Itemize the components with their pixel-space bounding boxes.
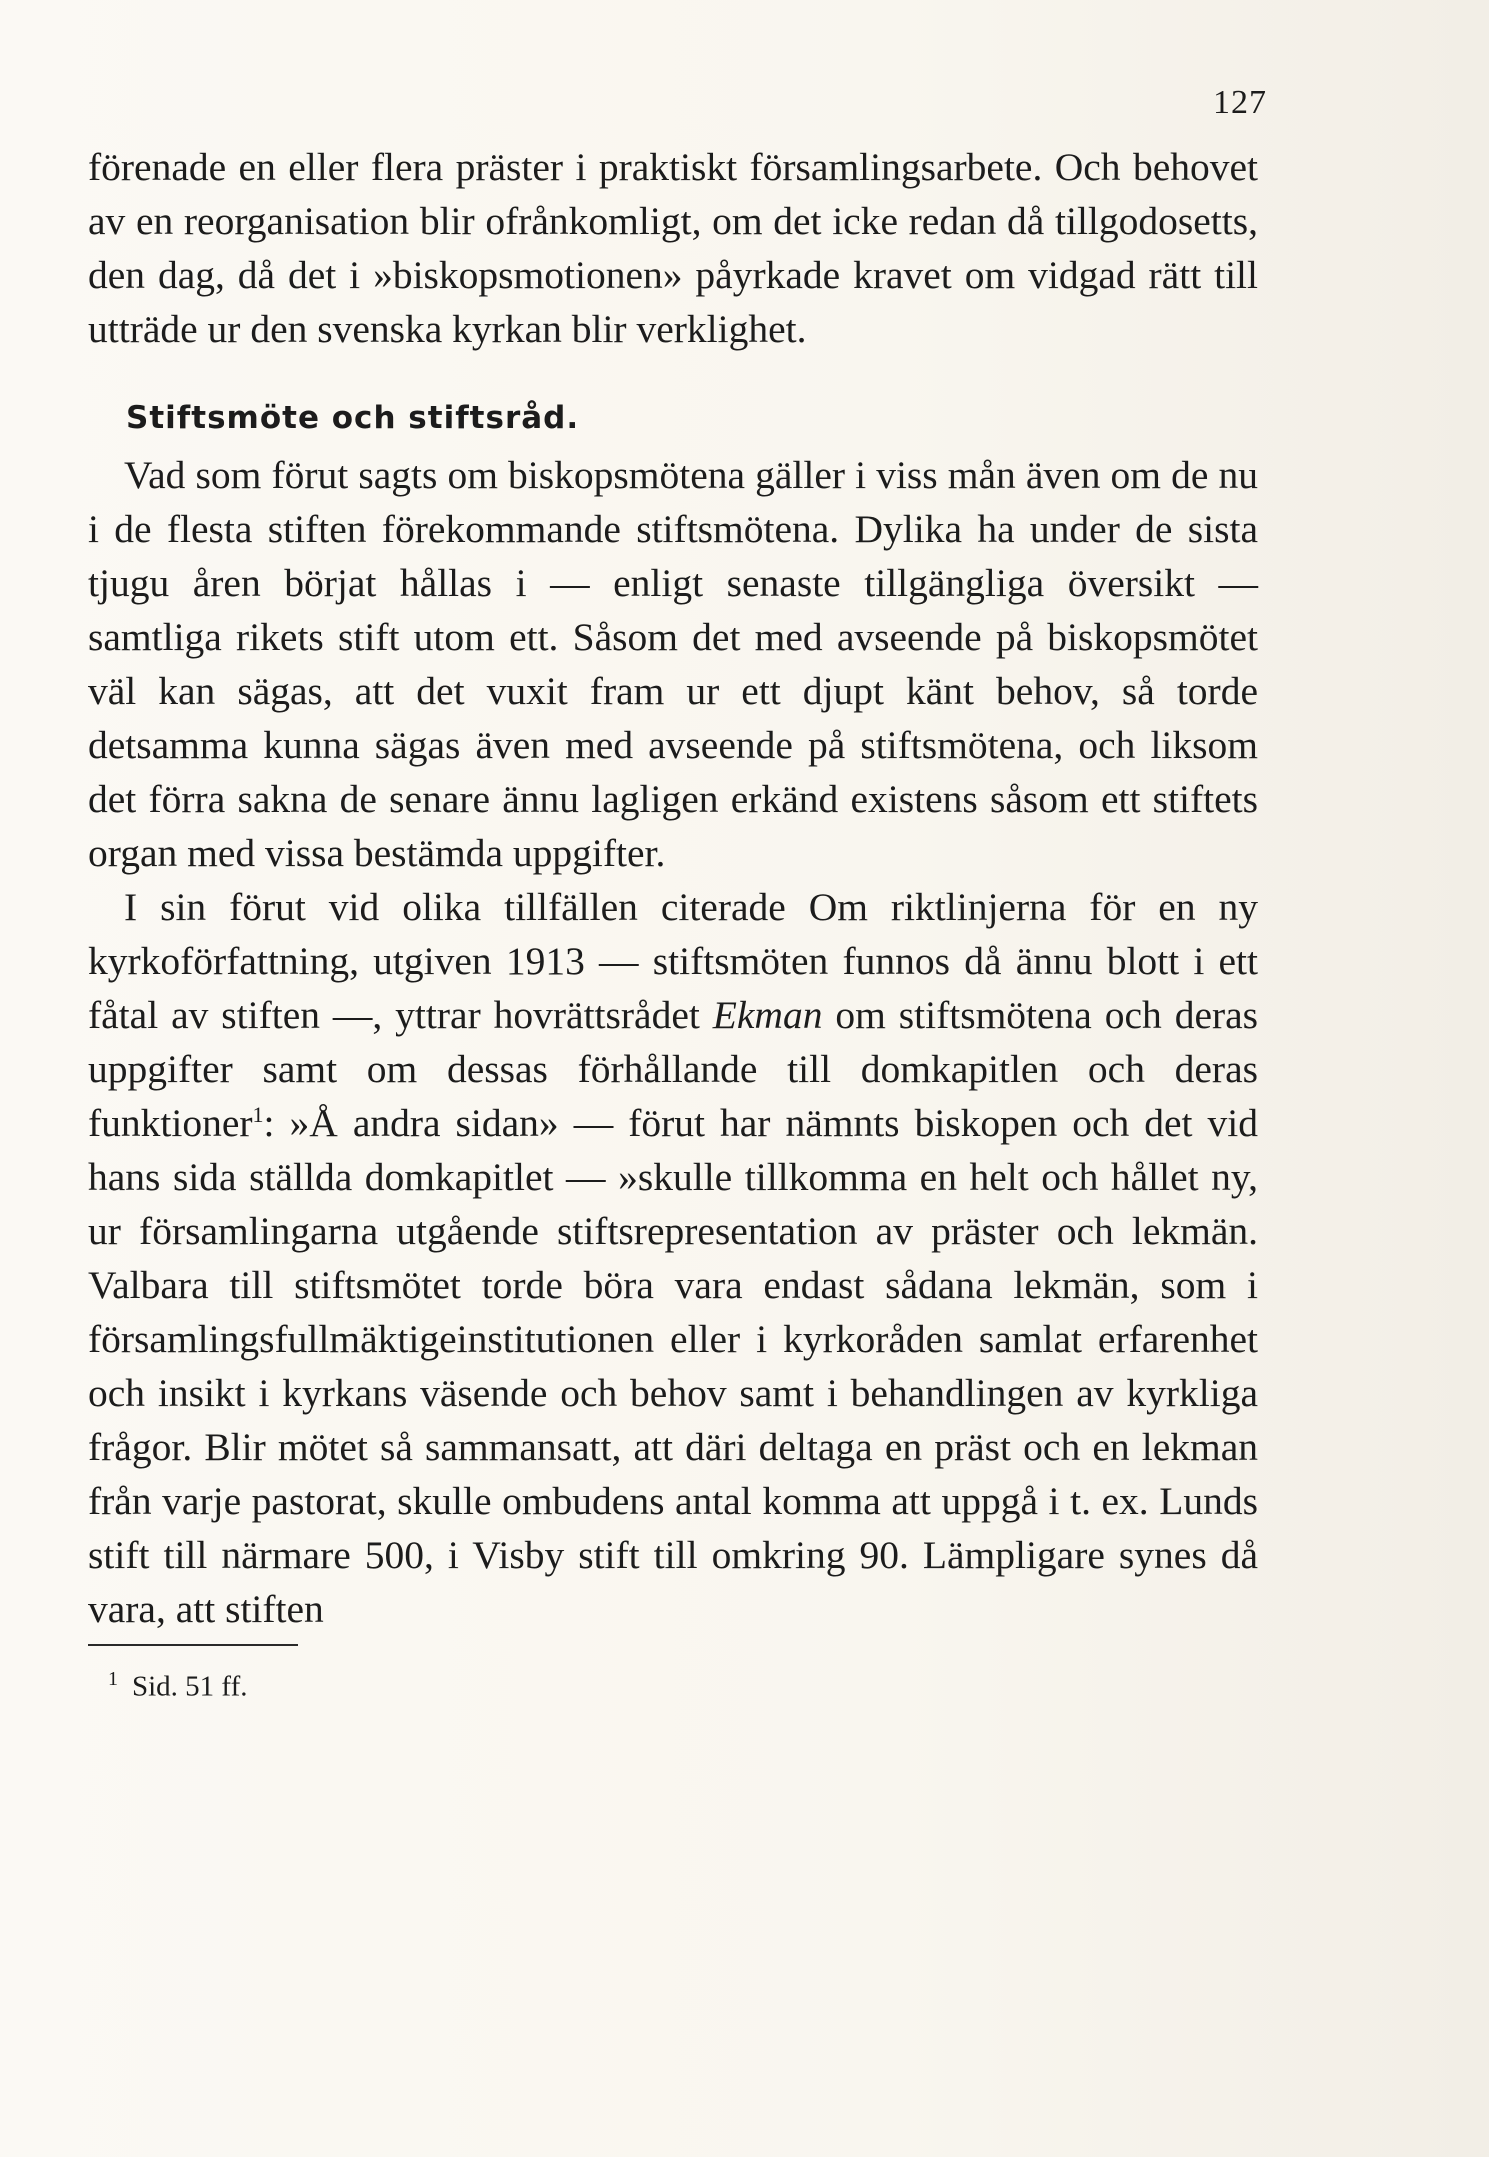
footnote [108, 1660, 1258, 1706]
quotation-text: : »Å andra sidan» — förut har nämnts biskopen och det vid hans sida ställda domkapitlet — »skulle tillkomma en helt och hållet ny, ur församlingarna utgående stiftsrepresentation av präster och lekmän. Valbara till stiftsmötet torde böra vara endast sådana lekmän, som i församlingsfullmäktigeinstitutionen eller i kyrkoråden samlat erfarenhet och insikt i kyrkans väsende och behov samt i behandlingen av kyrkliga frågor. Blir mötet så sammansatt, att däri deltaga en präst och en lekman från varje pastorat, skulle ombudens antal komma att uppgå i t. ex. Lunds stift till närmare 500, i Visby stift till omkring 90. Lämpligare synes då vara, att stiften [88, 1101, 1258, 1631]
paragraph: Vad som förut sagts om biskopsmötena gäller i viss mån även om de nu i de flesta stiften förekommande stiftsmötena. Dylika ha under de sista tjugu åren börjat hållas i — enligt senaste tillgängliga översikt — samtliga rikets stift utom ett. Såsom det med avseende på biskopsmötet väl kan sägas, att det vuxit fram ur ett djupt känt behov, så torde detsamma kunna sägas även med avseende på stiftsmötena, och liksom det förra sakna de senare ännu lagligen erkänd existens såsom ett stiftets organ med vissa bestämda uppgifter. [88, 453, 1258, 875]
section-heading: Stiftsmöte och stiftsråd. [126, 400, 580, 436]
footnote-text: Sid. 51 ff. [132, 1670, 248, 1703]
footnote-divider [88, 1644, 298, 1646]
paragraph [88, 880, 1258, 1636]
paragraph-text: I sin förut vid olika tillfällen citerade Om riktlinjerna för en ny kyrkoförfattning, utgiven 1913 — stiftsmöten funnos då ännu blott i ett fåtal av stiften —, yttrar hovrättsrådet [88, 885, 1258, 1037]
footnote-mark: 1 [108, 1668, 118, 1690]
paragraph-text: om stiftsmötena och deras uppgifter samt om dessas förhållande till domkapitlen och deras funktioner [88, 993, 1259, 1145]
page-number: 127 [1213, 84, 1267, 121]
body-text [88, 140, 1258, 1706]
person-name: Ekman [712, 993, 823, 1037]
footnote-reference: 1 [252, 1101, 264, 1127]
paragraph: förenade en eller flera präster i praktiskt församlingsarbete. Och behovet av en reorganisation blir ofrånkomligt, om det icke redan då tillgodosetts, den dag, då det i »biskopsmotionen» påyrkade kravet om vidgad rätt till utträde ur den svenska kyrkan blir verklighet. [88, 145, 1258, 351]
